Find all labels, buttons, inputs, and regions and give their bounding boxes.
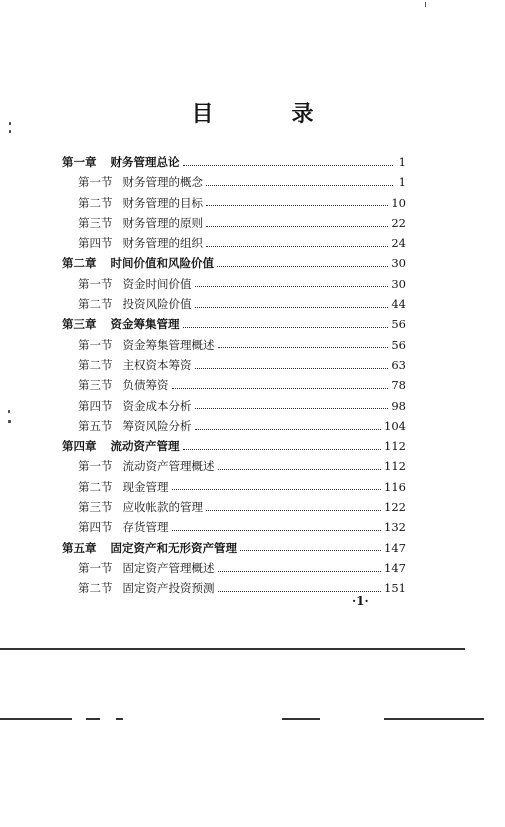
section-number: 第四节 <box>78 236 113 251</box>
section-number: 第三节 <box>78 215 113 230</box>
section-number: 第一节 <box>78 560 113 575</box>
section-title: 流动资产管理概述 <box>122 459 215 474</box>
section-number: 第四节 <box>78 520 113 535</box>
scan-mark <box>9 130 11 133</box>
page-ref: 147 <box>384 560 406 575</box>
toc-section-entry <box>62 233 406 253</box>
toc-chapter-entry <box>62 538 406 558</box>
chapter-title: 资金筹集管理 <box>110 317 180 332</box>
dot-leader <box>172 489 382 490</box>
scan-mark <box>8 420 11 423</box>
section-title: 财务管理的组织 <box>122 236 203 251</box>
toc-section-entry <box>62 517 406 537</box>
toc-chapter-entry <box>62 314 406 334</box>
toc-section-entry <box>62 294 406 314</box>
section-number: 第二节 <box>78 581 113 596</box>
dot-leader <box>206 205 388 206</box>
section-number: 第二节 <box>78 357 113 372</box>
page-ref: 44 <box>391 297 406 312</box>
dot-leader <box>217 266 388 267</box>
dot-leader <box>195 368 389 369</box>
scan-rule <box>0 648 465 650</box>
section-title: 投资风险价值 <box>122 297 192 312</box>
dot-leader <box>218 469 382 470</box>
dot-leader <box>172 388 389 389</box>
toc-section-entry <box>62 355 406 375</box>
section-title: 财务管理的原则 <box>122 215 203 230</box>
scan-mark <box>425 2 426 7</box>
dot-leader <box>195 307 389 308</box>
page-ref: 112 <box>384 439 406 454</box>
dot-leader <box>240 550 381 551</box>
dot-leader <box>218 571 382 572</box>
chapter-title: 流动资产管理 <box>110 439 180 454</box>
toc-section-entry <box>62 172 406 192</box>
page-ref: 10 <box>391 195 406 210</box>
section-title: 负债筹资 <box>122 378 169 393</box>
section-title: 固定资产投资预测 <box>122 581 215 596</box>
page-ref: 104 <box>384 418 406 433</box>
section-number: 第四节 <box>78 398 113 413</box>
section-number: 第二节 <box>78 195 113 210</box>
scan-rule <box>384 718 484 720</box>
dot-leader <box>206 226 388 227</box>
chapter-title: 时间价值和风险价值 <box>110 256 214 271</box>
toc-chapter-entry <box>62 152 406 172</box>
section-number: 第五节 <box>78 418 113 433</box>
chapter-number: 第三章 <box>62 317 97 332</box>
chapter-number: 第一章 <box>62 155 97 169</box>
section-number: 第一节 <box>78 276 113 291</box>
toc-section-entry <box>62 274 406 294</box>
section-title: 资金时间价值 <box>122 276 192 291</box>
page-ref: 78 <box>391 378 406 393</box>
chapter-title: 固定资产和无形资产管理 <box>110 540 237 555</box>
toc-section-entry <box>62 213 406 233</box>
section-title: 财务管理的目标 <box>122 195 203 210</box>
page-ref: 56 <box>391 337 406 352</box>
scan-rule <box>0 718 72 720</box>
toc-section-entry <box>62 375 406 395</box>
section-title: 资金筹集管理概述 <box>122 337 215 352</box>
page-ref: 30 <box>391 256 406 271</box>
section-number: 第二节 <box>78 297 113 312</box>
toc-section-entry <box>62 558 406 578</box>
chapter-title: 财务管理总论 <box>110 155 180 169</box>
section-number: 第三节 <box>78 378 113 393</box>
scan-mark <box>8 410 10 413</box>
section-title: 应收帐款的管理 <box>122 500 203 515</box>
section-title: 资金成本分析 <box>122 398 192 413</box>
section-title: 现金管理 <box>122 479 169 494</box>
toc-chapter-entry <box>62 253 406 273</box>
chapter-number: 第二章 <box>62 256 97 271</box>
section-number: 第一节 <box>78 175 113 190</box>
toc-section-entry <box>62 335 406 355</box>
page-number: ·1· <box>352 594 369 608</box>
page-ref: 30 <box>391 276 406 291</box>
dot-leader <box>206 246 388 247</box>
section-title: 财务管理的概念 <box>122 175 203 190</box>
section-number: 第一节 <box>78 459 113 474</box>
toc-section-entry <box>62 416 406 436</box>
dot-leader <box>195 429 382 430</box>
page-ref: 132 <box>384 520 406 535</box>
section-title: 固定资产管理概述 <box>122 560 215 575</box>
toc-section-entry <box>62 456 406 476</box>
toc-chapter-entry <box>62 436 406 456</box>
page-ref: 24 <box>391 236 406 251</box>
page-ref: 1 <box>398 155 406 169</box>
scan-mark <box>9 122 11 125</box>
page-ref: 1 <box>398 175 406 190</box>
dot-leader <box>172 530 382 531</box>
section-title: 存货管理 <box>122 520 169 535</box>
page-ref: 56 <box>391 317 406 332</box>
dot-leader <box>218 347 389 348</box>
chapter-number: 第四章 <box>62 439 97 454</box>
toc-section-entry <box>62 193 406 213</box>
dot-leader <box>218 591 382 592</box>
page-ref: 22 <box>391 215 406 230</box>
section-number: 第二节 <box>78 479 113 494</box>
page-title: 目 录 <box>191 101 342 127</box>
page-ref: 151 <box>384 581 406 596</box>
section-number: 第一节 <box>78 337 113 352</box>
dot-leader <box>195 286 389 287</box>
scan-rule <box>116 718 123 720</box>
toc-section-entry <box>62 497 406 517</box>
table-of-contents <box>62 152 406 599</box>
dot-leader <box>206 185 393 186</box>
page-ref: 147 <box>384 540 406 555</box>
toc-section-entry <box>62 396 406 416</box>
page-ref: 63 <box>391 357 406 372</box>
page-ref: 116 <box>384 479 406 494</box>
toc-section-entry <box>62 477 406 497</box>
dot-leader <box>183 449 382 450</box>
page-ref: 122 <box>384 500 406 515</box>
dot-leader <box>195 408 389 409</box>
scan-rule <box>86 718 100 720</box>
dot-leader <box>183 165 394 166</box>
page-ref: 98 <box>391 398 406 413</box>
page-ref: 112 <box>384 459 406 474</box>
section-title: 筹资风险分析 <box>122 418 192 433</box>
chapter-number: 第五章 <box>62 540 97 555</box>
scan-rule <box>282 718 320 720</box>
dot-leader <box>183 327 389 328</box>
dot-leader <box>206 510 381 511</box>
section-number: 第三节 <box>78 500 113 515</box>
section-title: 主权资本筹资 <box>122 357 192 372</box>
